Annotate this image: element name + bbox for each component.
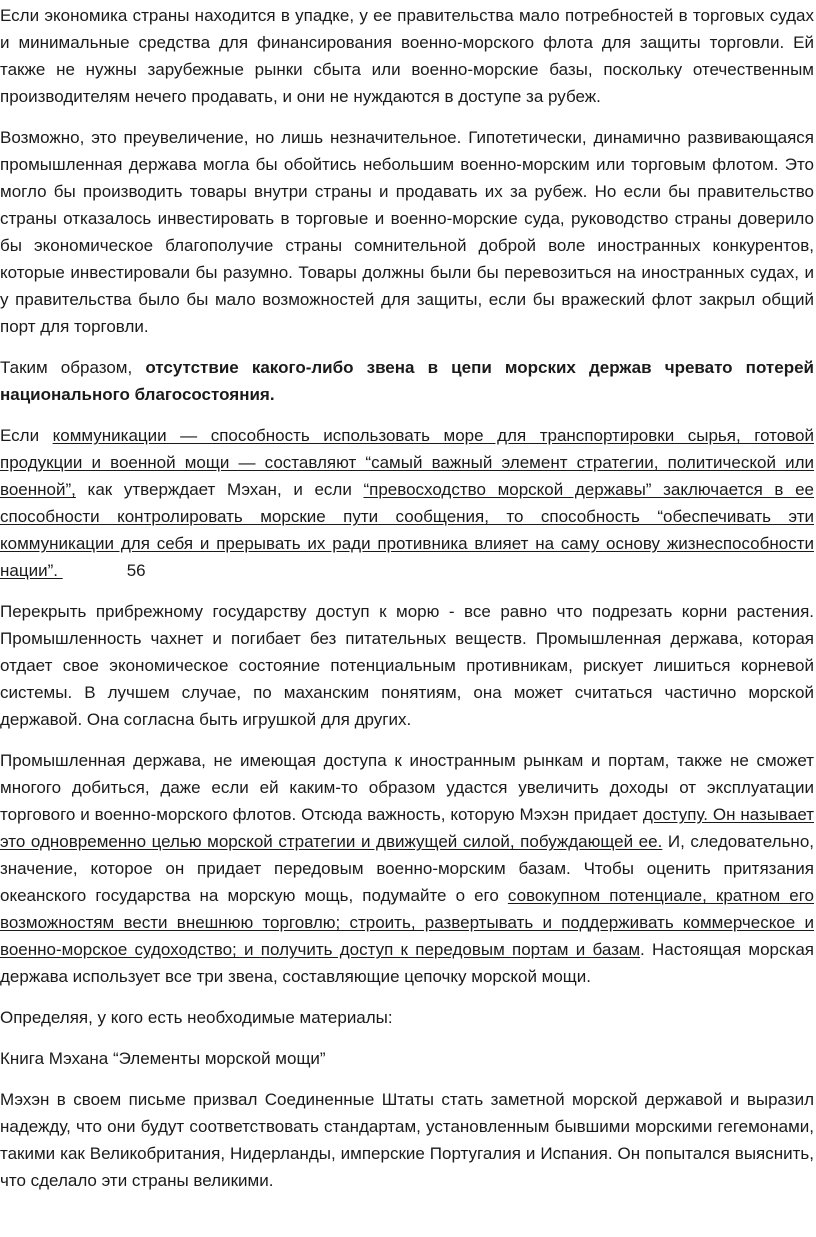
paragraph-1: Если экономика страны находится в упадке, у ее правительства мало потребностей в торговых судах и минимальные средства для финансирования военно-морского флота для защиты торговли. Ей также не нужны зарубежные рынки сбыта или военно-морские базы, поскольку отечественным производителям нечего продавать, и они не нуждаются в доступе за рубеж. [0,6,814,106]
paragraph-4-underlined-quote-1: коммуникации — способность использовать море для транспортировки сырья, готовой продукции и военной мощи — составляют “самый важный элемент стратегии, политической или военной”, [0,426,814,499]
paragraph-4-intro: Если [0,426,53,445]
paragraph-6 [0,747,814,990]
paragraph-7: Определяя, у кого есть необходимые материалы: [0,1008,393,1027]
paragraph-3-bold-statement: отсутствие какого-либо звена в цепи морских держав чревато потерей национального благосостояния. [0,358,814,404]
paragraph-3-intro: Таким образом, [0,358,146,377]
paragraph-6-end: . Настоящая морская держава использует все три звена, составляющие цепочку морской мощи. [0,940,814,986]
paragraph-6-underlined-potential: совокупном потенциале, кратном его возможностям вести внешнюю торговлю; строить, развертывать и поддерживать коммерческое и военно-морское судоходство; и получить доступ к передовым портам и базам [0,886,814,959]
paragraph-4-middle: как утверждает Мэхан, и если [75,480,364,499]
paragraph-2: Возможно, это преувеличение, но лишь незначительное. Гипотетически, динамично развивающаяся промышленная держава могла бы обойтись небольшим военно-морским или торговым флотом. Это могло бы производить товары внутри страны и продавать их за рубеж. Но если бы правительство страны отказалось инвестировать в торговые и военно-морские суда, руководство страны доверило бы экономическое благополучие страны сомнительной доброй воле иностранных конкурентов, которые инвестировали бы разумно. Товары должны были бы перевозиться на иностранных судах, и у правительства было бы мало возможностей для защиты, если бы вражеский флот закрыл общий порт для торговли. [0,128,814,336]
footnote-number: 56 [126,561,146,580]
paragraph-4 [0,422,814,584]
paragraph-6-middle: И, следовательно, значение, которое он придает передовым военно-морским базам. Чтобы оценить притязания океанского государства на морскую мощь, подумайте о его [0,832,815,905]
paragraph-9: Мэхэн в своем письме призвал Соединенные Штаты стать заметной морской державой и выразил надежду, что они будут соответствовать стандартам, установленным бывшими морскими гегемонами, такими как Великобритания, Нидерланды, имперские Португалия и Испания. Он попытался выяснить, что сделало эти страны великими. [0,1090,814,1190]
paragraph-8: Книга Мэхана “Элементы морской мощи” [0,1049,326,1068]
paragraph-6-underlined-access: доступу. Он называет это одновременно целью морской стратегии и движущей силой, побуждающей ее. [0,805,814,851]
paragraph-5: Перекрыть прибрежному государству доступ к морю - все равно что подрезать корни растения. Промышленность чахнет и погибает без питательных веществ. Промышленная держава, которая отдает свое экономическое состояние потенциальным противникам, рискует лишиться корневой системы. В лучшем случае, по маханским понятиям, она может считаться частично морской державой. Она согласна быть игрушкой для других. [0,602,814,729]
paragraph-4-underlined-quote-2: “превосходство морской державы” заключается в ее способности контролировать морские пути сообщения, то способность “обеспечивать эти коммуникации для себя и прерывать их ради противника влияет на саму основу жизнеспособности нации”. [0,480,814,580]
paragraph-6-intro: Промышленная держава, не имеющая доступа к иностранным рынкам и портам, также не сможет многого добиться, даже если ей каким-то образом удастся увеличить доходы от эксплуатации торгового и военно-морского флотов. Отсюда важность, которую Мэхэн придает [0,751,814,824]
paragraph-3 [0,354,814,408]
